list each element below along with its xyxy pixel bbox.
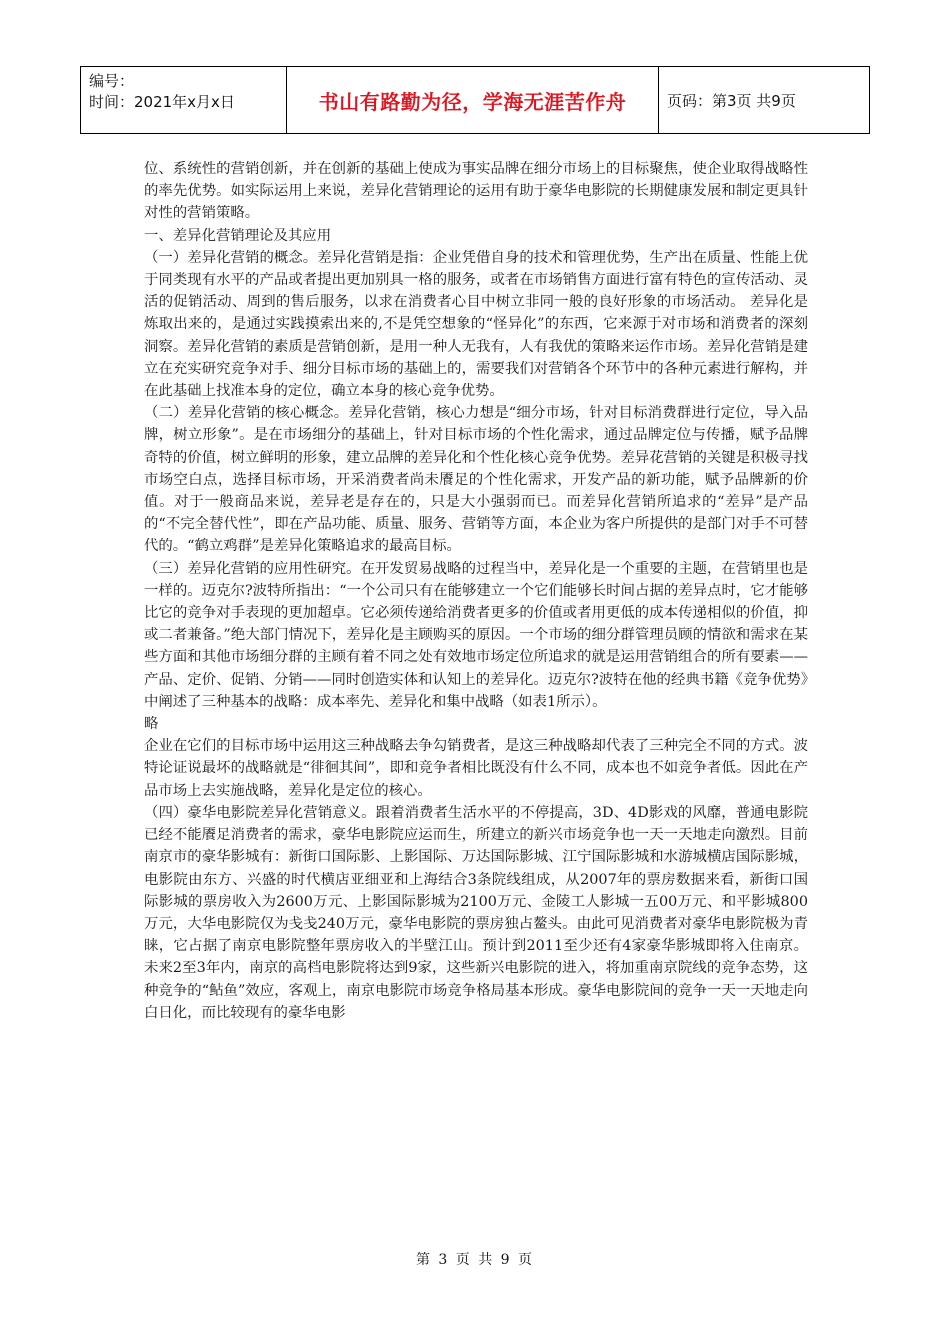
body-paragraph: （四）豪华电影院差异化营销意义。跟着消费者生活水平的不停提高，3D、4D影戏的风靡，普通电影院已经不能餍足消费者的需求，豪华电影院应运而生，所建立的新兴市场竞争也一天一天地走向激烈。目前南京市的豪华影城有：新街口国际影、上影国际、万达国际影城、江宁国际影城和水游城横店国际影城，电影院由东方、兴盛的时代横店亚细亚和上海结合3条院线组成，从2007年的票房数据来看，新街口国际影城的票房收入为2600万元、上影国际影城为2100万元、金陵工人影城一五00万元、和平影城800万元，大华电影院仅为戋戋240万元，豪华电影院的票房独占鳌头。由此可见消费者对豪华电影院极为青睐，它占据了南京电影院整年票房收入的半壁江山。预计到2011至少还有4家豪华影城即将入住南京。未来2至3年内，南京的高档电影院将达到9家，这些新兴电影院的进入，将加重南京院线的竞争态势，这种竞争的“鲇鱼”效应，客观上，南京电影院市场竞争格局基本形成。豪华电影院间的竞争一天一天地走向白日化，而比较现有的豪华电影 bbox=[144, 804, 808, 1021]
header-page-label: 页码：第3页 共9页 bbox=[667, 91, 796, 110]
page-header bbox=[80, 66, 870, 134]
body-paragraph: 位、系统性的营销创新，并在创新的基础上使成为事实品牌在细分市场上的目标聚焦，使企业取得战略性的率先优势。如实际运用上来说，差异化营销理论的运用有助于豪华电影院的长期健康发展和制定更具针对性的营销策略。 bbox=[144, 161, 808, 222]
page-footer: 第 3 页 共 9 页 bbox=[415, 1252, 535, 1268]
document-number-label: 编号： bbox=[89, 72, 135, 90]
body-paragraph: （二）差异化营销的核心概念。差异化营销，核心力想是“细分市场，针对目标消费群进行定位，导入品牌，树立形象”。是在市场细分的基础上，针对目标市场的个性化需求，通过品牌定位与传播，赋予品牌奇特的价值，树立鲜明的形象，建立品牌的差异化和个性化核心竞争优势。差异花营销的关键是积极寻找市场空白点，选择目标市场，开采消费者尚未餍足的个性化需求，开发产品的新功能，赋予品牌新的价值。对于一般商品来说，差异老是存在的，只是大小强弱而已。而差异化营销所追求的“差异”是产品的“不完全替代性”，即在产品功能、质量、服务、营销等方面，本企业为客户所提供的是部门对手不可替代的。“鹤立鸡群”是差异化策略追求的最高目标。 bbox=[144, 405, 808, 555]
header-meta bbox=[81, 67, 287, 133]
header-motto: 书山有路勤为径，学海无涯苦作舟 bbox=[287, 67, 659, 133]
body-paragraph: （三）差异化营销的应用性研究。在开发贸易战略的过程当中，差异化是一个重要的主题，在营销里也是一样的。迈克尔?波特所指出：“一个公司只有在能够建立一个它们能够长时间占据的差异点时，它才能够比它的竞争对手表现的更加超卓。它必须传递给消费者更多的价值或者用更低的成本传递相似的价值，抑或二者兼备。”绝大部门情况下，差异化是主顾购买的原因。一个市场的细分群管理员顾的情欲和需求在某些方面和其他市场细分群的主顾有着不同之处有效地市场定位所追求的就是运用营销组合的所有要素——产品、定价、促销、分销——同时创造实体和认知上的差异化。迈克尔?波特在他的经典书籍《竞争优势》中阐述了三种基本的战略：成本率先、差异化和集中战略（如表1所示）。 bbox=[144, 560, 808, 710]
document-time-label: 时间：2021年x月x日 bbox=[89, 93, 235, 111]
body-paragraph: 企业在它们的目标市场中运用这三种战略去争勾销费者，是这三种战略却代表了三种完全不同的方式。波特论证说最坏的战略就是“徘徊其间”，即和竞争者相比既没有什么不同，成本也不如竞争者低。因此在产品市场上去实施战略，差异化是定位的核心。 bbox=[144, 738, 808, 799]
document-body bbox=[144, 158, 808, 1024]
section-heading: 一、差异化营销理论及其应用 bbox=[144, 227, 332, 244]
body-paragraph: （一）差异化营销的概念。差异化营销是指：企业凭借自身的技术和管理优势，生产出在质量、性能上优于同类现有水平的产品或者提出更加别具一格的服务，或者在市场销售方面进行富有特色的宣传活动、灵活的促销活动、周到的售后服务，以求在消费者心目中树立非同一般的良好形象的市场活动。 差异化是炼取出来的，是通过实践摸索出来的,不是凭空想象的“怪异化”的东西，它来源于对市场和消费者的深刻洞察。差异化营销的素质是营销创新，是用一种人无我有，人有我优的策略来运作市场。差异化营销是建立在充实研究竞争对手、细分目标市场的基础上的，需要我们对营销各个环节中的各种元素进行解构，并在此基础上找准本身的定位，确立本身的核心竞争优势。 bbox=[144, 249, 808, 400]
body-paragraph: 略 bbox=[144, 716, 159, 733]
